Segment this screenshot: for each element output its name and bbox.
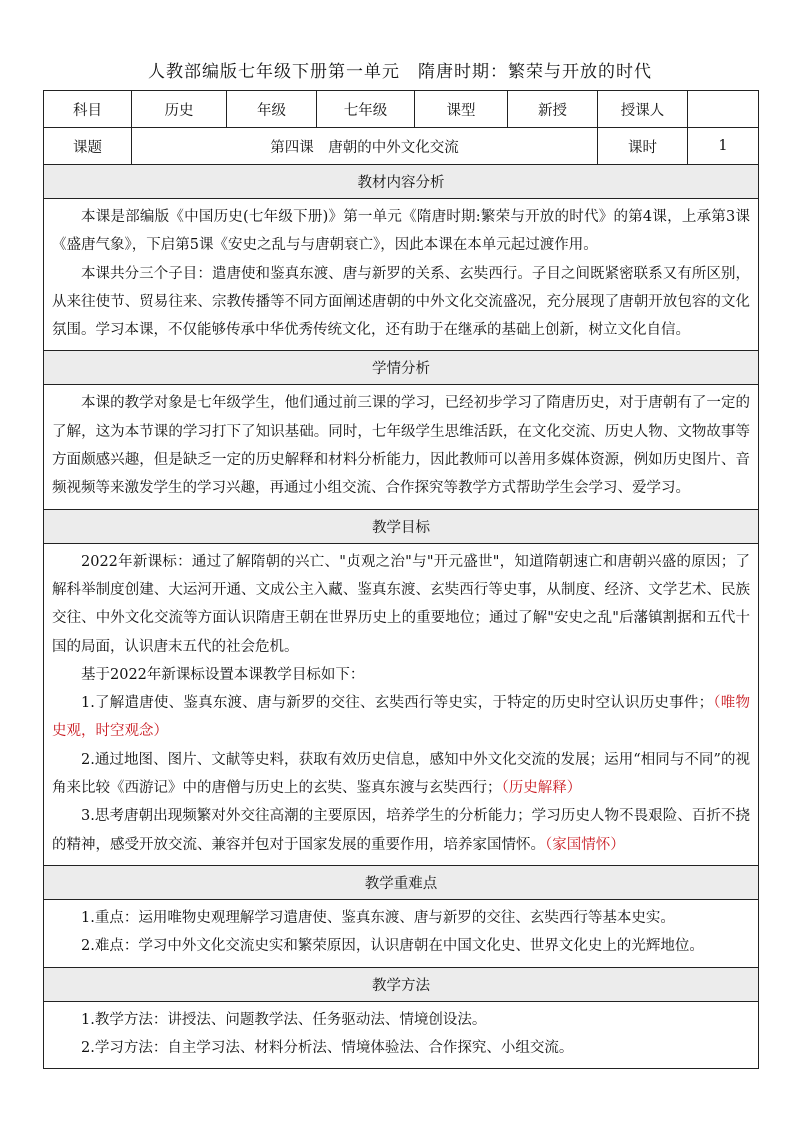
lesson-row bbox=[44, 128, 759, 165]
document-title: 人教部编版七年级下册第一单元 隋唐时期：繁荣与开放的时代 bbox=[148, 62, 652, 82]
lesson-title-label: 课题 bbox=[44, 128, 132, 165]
goal-item bbox=[52, 746, 750, 803]
goal-text: 1.了解遣唐使、鉴真东渡、唐与新罗的交往、玄奘西行等史实，于特定的历史时空认识历史事件； bbox=[81, 695, 714, 712]
goal-literacy-tag: （唯物史观，时空观念） bbox=[52, 695, 750, 740]
section-heading-goals: 教学目标 bbox=[44, 509, 759, 543]
section-body-goals bbox=[44, 543, 759, 865]
section-body-methods bbox=[44, 1001, 759, 1069]
lesson-type-value: 新授 bbox=[508, 91, 598, 128]
teacher-value bbox=[688, 91, 759, 128]
keypoint-item: 1.重点：运用唯物史观理解学习遣唐使、鉴真东渡、唐与新罗的交往、玄奘西行等基本史实。 bbox=[81, 909, 675, 926]
goals-standard-paragraph: 2022年新课标：通过了解隋朝的兴亡、"贞观之治"与"开元盛世"，知道隋朝速亡和唐朝兴盛的原因；了解科举制度创建、大运河开通、文成公主入藏、鉴真东渡、玄奘西行等史事，从制度、经济、文学艺术、民族交往、中外文化交流等方面认识隋唐王朝在世界历史上的重要地位；通过了解"安史之乱"后藩镇割据和五代十国的局面，认识唐末五代的社会危机。 bbox=[52, 553, 750, 655]
method-item: 2.学习方法：自主学习法、材料分析法、情境体验法、合作探究、小组交流。 bbox=[81, 1039, 574, 1056]
content-paragraph: 本课是部编版《中国历史(七年级下册)》第一单元《隋唐时期:繁荣与开放的时代》的第4课，上承第3课《盛唐气象》，下启第5课《安史之乱与与唐朝衰亡》，因此本课在本单元起过渡作用。 bbox=[52, 209, 750, 254]
goal-literacy-tag: （历史解释） bbox=[501, 780, 582, 797]
goal-item bbox=[52, 802, 750, 859]
subject-label: 科目 bbox=[44, 91, 132, 128]
section-heading-students: 学情分析 bbox=[44, 351, 759, 385]
keypoint-item: 2.难点：学习中外文化交流史实和繁荣原因，认识唐朝在中国文化史、世界文化史上的光辉地位。 bbox=[81, 938, 704, 955]
lesson-type-label: 课型 bbox=[415, 91, 508, 128]
grade-value: 七年级 bbox=[317, 91, 415, 128]
class-hours-label: 课时 bbox=[598, 128, 688, 165]
info-row bbox=[44, 91, 759, 128]
content-paragraph: 本课共分三个子目：遣唐使和鉴真东渡、唐与新罗的关系、玄奘西行。子目之间既紧密联系又有所区别，从来往使节、贸易往来、宗教传播等不同方面阐述唐朝的中外文化交流盛况，充分展现了唐朝开放包容的文化氛围。学习本课，不仅能够传承中华优秀传统文化，还有助于在继承的基础上创新，树立文化自信。 bbox=[52, 265, 750, 339]
goal-text: 3.思考唐朝出现频繁对外交往高潮的主要原因，培养学生的分析能力；学习历史人物不畏艰险、百折不挠的精神，感受开放交流、兼容并包对于国家发展的重要作用，培养家国情怀。 bbox=[52, 808, 750, 853]
section-heading-methods: 教学方法 bbox=[44, 967, 759, 1001]
goal-text: 2.通过地图、图片、文献等史料，获取有效历史信息，感知中外文化交流的发展；运用“相同与不同”的视角来比较《西游记》中的唐僧与历史上的玄奘、鉴真东渡与玄奘西行； bbox=[52, 751, 750, 797]
teacher-label: 授课人 bbox=[598, 91, 688, 128]
class-hours-value: 1 bbox=[688, 128, 759, 165]
section-heading-content: 教材内容分析 bbox=[44, 165, 759, 199]
section-body-students bbox=[44, 385, 759, 509]
lesson-title-value: 第四课 唐朝的中外文化交流 bbox=[132, 128, 598, 165]
section-body-keypoints bbox=[44, 899, 759, 967]
goals-intro-paragraph: 基于2022年新课标设置本课教学目标如下： bbox=[81, 666, 365, 683]
method-item: 1.教学方法：讲授法、问题教学法、任务驱动法、情境创设法。 bbox=[81, 1011, 487, 1028]
students-paragraph: 本课的教学对象是七年级学生，他们通过前三课的学习，已经初步学习了隋唐历史，对于唐朝有了一定的了解，这为本节课的学习打下了知识基础。同时，七年级学生思维活跃，在文化交流、历史人物、文物故事等方面颇感兴趣，但是缺乏一定的历史解释和材料分析能力，因此教师可以善用多媒体资源，例如历史图片、音频视频等来激发学生的学习兴趣，再通过小组交流、合作探究等教学方式帮助学生会学习、爱学习。 bbox=[52, 395, 750, 497]
section-heading-keypoints: 教学重难点 bbox=[44, 865, 759, 899]
subject-value: 历史 bbox=[132, 91, 227, 128]
goal-literacy-tag: （家国情怀） bbox=[545, 836, 625, 853]
goal-item bbox=[52, 689, 750, 746]
grade-label: 年级 bbox=[227, 91, 317, 128]
lesson-plan-table bbox=[43, 90, 759, 1069]
section-body-content bbox=[44, 199, 759, 351]
